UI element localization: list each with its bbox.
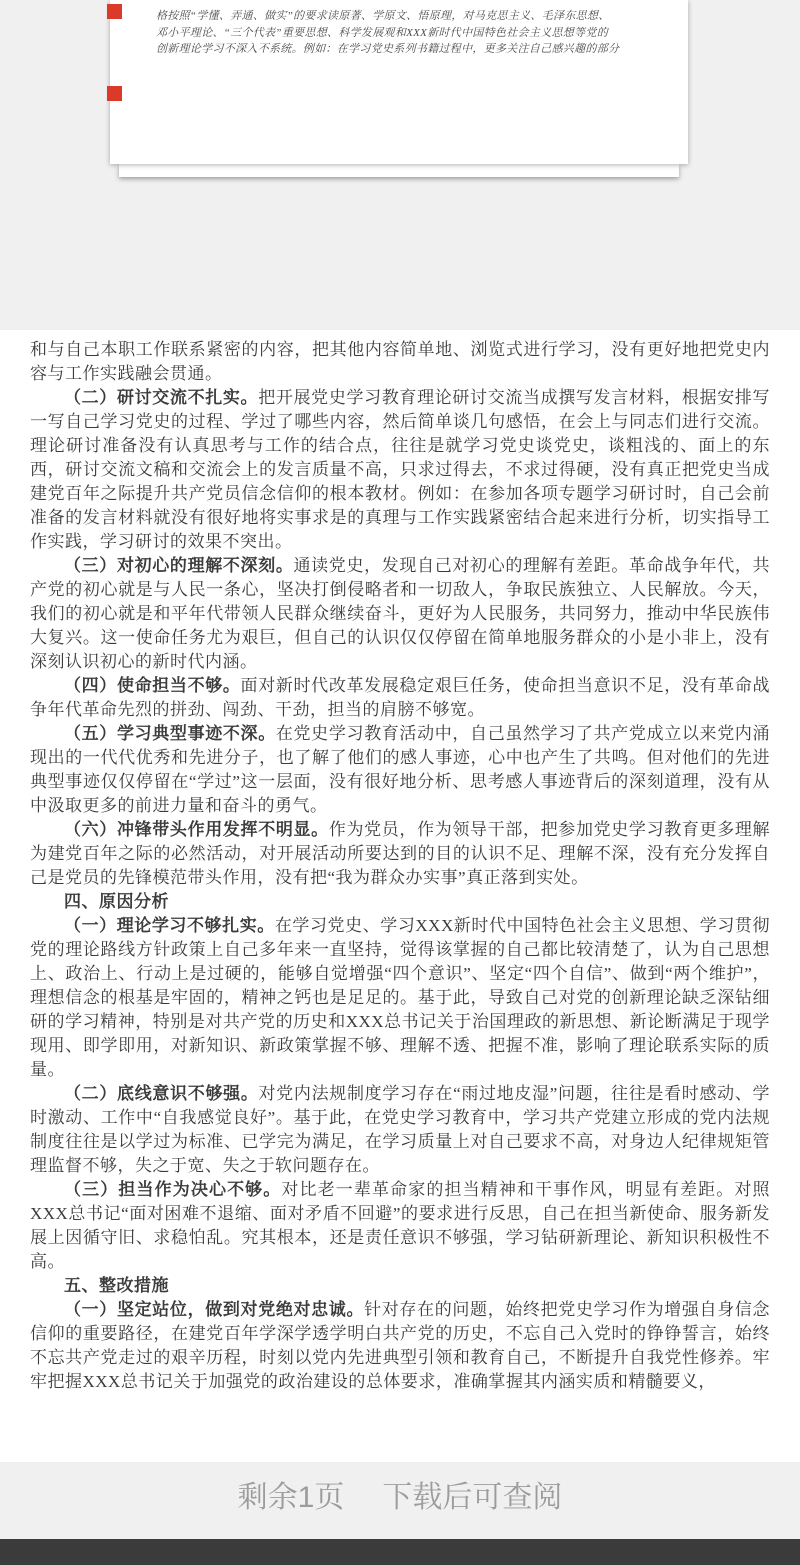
paragraph-text: 针对存在的问题，始终把党史学习作为增强自身信念信仰的重要路径，在建党百年学深学透学明白共产党的历史，不忘自己入党时的铮铮誓言，始终不忘共产党走过的艰辛历程，时刻以党内先进典型引领和教育自己，不断提升自我党性修养。牢牢把握XXX总书记关于加强党的政治建设的总体要求，准确掌握其内涵实质和精髓要义， (30, 1300, 771, 1391)
paragraph-text: 对党内法规制度学习存在“雨过地皮湿”问题，往往是看时感动、学时激动、工作中“自我感觉良好”。基于此，在党史学习教育中，学习共产党建立形成的党内法规制度往往是以学过为标准、已学完为满足，在学习质量上对自己要求不高，对身边人纪律规矩管理监督不够，失之于宽、失之于软问题存在。 (30, 1084, 771, 1175)
remaining-pages-count: 剩余1页 (237, 1481, 345, 1514)
stacked-page-edge (119, 164, 679, 177)
paragraph-text: 和与自己本职工作联系紧密的内容，把其他内容简单地、浏览式进行学习，没有更好地把党史内容与工作实践融会贯通。 (30, 340, 770, 383)
bottom-toolbar-bar (0, 1539, 800, 1565)
paragraph-lead: （二）底线意识不够强。 (64, 1084, 259, 1103)
paragraph-lead: （三）担当作为决心不够。 (64, 1180, 282, 1199)
paragraph-lead: 五、整改措施 (64, 1276, 169, 1295)
paragraph-lead: 四、原因分析 (64, 892, 169, 911)
paragraph-text: 在党史学习教育活动中，自己虽然学习了共产党成立以来党内涌现出的一代代优秀和先进分子，也了解了他们的感人事迹，心中也产生了共鸣。但对他们的先进典型事迹仅仅停留在“学过”这一层面，没有很好地分析、思考感人事迹背后的深刻道理，没有从中汲取更多的前进力量和奋斗的勇气。 (30, 724, 771, 815)
document-paragraph (30, 338, 770, 386)
paragraph-lead: （一）理论学习不够扎实。 (64, 916, 275, 935)
remaining-pages-notice (0, 1472, 800, 1516)
preview-text-line: 格按照“学懂、弄通、做实”的要求读原著、学原文、悟原理，对马克思主义、毛泽东思想、 (156, 10, 610, 22)
document-paragraph (30, 674, 770, 722)
red-marker-icon (107, 86, 122, 101)
document-paragraph (30, 1274, 770, 1298)
document-paragraph (30, 554, 770, 674)
document-paragraph (30, 386, 770, 554)
paragraph-lead: （二）研讨交流不扎实。 (64, 388, 259, 407)
document-paragraph (30, 890, 770, 914)
document-paragraph (30, 1178, 770, 1274)
paragraph-text: 通读党史，发现自己对初心的理解有差距。革命战争年代，共产党的初心就是与人民一条心，坚决打倒侵略者和一切敌人，争取民族独立、人民解放。今天，我们的初心就是和平年代带领人民群众继续奋斗，更好为人民服务，共同努力，推动中华民族伟大复兴。这一使命任务尤为艰巨，但自己的认识仅仅停留在简单地服务群众的小是小非上，没有深刻认识初心的新时代内涵。 (30, 556, 770, 671)
preview-text-line: 创新理论学习不深入不系统。例如：在学习党史系列书籍过程中，更多关注自己感兴趣的部分 (156, 43, 620, 55)
paragraph-text: 对比老一辈革命家的担当精神和干事作风，明显有差距。对照XXX总书记“面对困难不退缩、面对矛盾不回避”的要求进行反思，自己在担当新使命、服务新发展上因循守旧、求稳怕乱。究其根本，还是责任意识不够强，学习钻研新理论、新知识积极性不高。 (30, 1180, 770, 1271)
document-paragraph (30, 914, 770, 1082)
document-paragraph (30, 818, 770, 890)
preview-text-line: 邓小平理论、“三个代表”重要思想、科学发展观和XXX新时代中国特色社会主义思想等党的 (156, 26, 608, 39)
paragraph-text: 面对新时代改革发展稳定艰巨任务，使命担当意识不足，没有革命战争年代革命先烈的拼劲、闯劲、干劲，担当的肩膀不够宽。 (30, 676, 771, 719)
red-marker-icon (107, 4, 122, 19)
paragraph-lead: （五）学习典型事迹不深。 (64, 724, 276, 743)
download-to-view-hint: 下载后可查阅 (382, 1481, 563, 1514)
paragraph-text: 把开展党史学习教育理论研讨交流当成撰写发言材料，根据安排写一写自己学习党史的过程、学过了哪些内容，然后简单谈几句感悟，在会上与同志们进行交流。理论研讨准备没有认真思考与工作的结合点，往往是就学习党史谈党史，谈粗浅的、面上的东西，研讨交流文稿和交流会上的发言质量不高，只求过得去，不求过得硬，没有真正把党史当成建党百年之际提升共产党员信念信仰的根本教材。例如：在参加各项专题学习研讨时，自己会前准备的发言材料就没有很好地将实事求是的真理与工作实践紧密结合起来进行分析，切实指导工作实践，学习研讨的效果不突出。 (30, 388, 771, 551)
document-paragraph (30, 722, 770, 818)
paragraph-text: 作为党员，作为领导干部，把参加党史学习教育更多理解为建党百年之际的必然活动，对开展活动所要达到的目的认识不足、理解不深，没有充分发挥自己是党员的先锋模范带头作用，没有把“我为群众办实事”真正落到实处。 (30, 820, 771, 887)
paragraph-lead: （四）使命担当不够。 (64, 676, 241, 695)
paragraph-lead: （六）冲锋带头作用发挥不明显。 (64, 820, 329, 839)
document-page-body (0, 330, 800, 1462)
paragraph-text: 在学习党史、学习XXX新时代中国特色社会主义思想、学习贯彻党的理论路线方针政策上自己多年来一直坚持，觉得该掌握的自己都比较清楚了，认为自己思想上、政治上、行动上是过硬的，能够自觉增强“四个意识”、坚定“四个自信”、做到“两个维护”，理想信念的根基是牢固的，精神之钙也是足足的。基于此，导致自己对党的创新理论缺乏深钻细研的学习精神，特别是对共产党的历史和XXX总书记关于治国理政的新思想、新论断满足于现学现用、即学即用，对新知识、新政策掌握不够、理解不透、把握不准，影响了理论联系实际的质量。 (30, 916, 770, 1079)
paragraph-lead: （三）对初心的理解不深刻。 (64, 556, 294, 575)
document-paragraph (30, 1298, 770, 1394)
previous-page-preview (110, 0, 688, 164)
paragraph-lead: （一）坚定站位，做到对党绝对忠诚。 (64, 1300, 365, 1319)
document-paragraph (30, 1082, 770, 1178)
